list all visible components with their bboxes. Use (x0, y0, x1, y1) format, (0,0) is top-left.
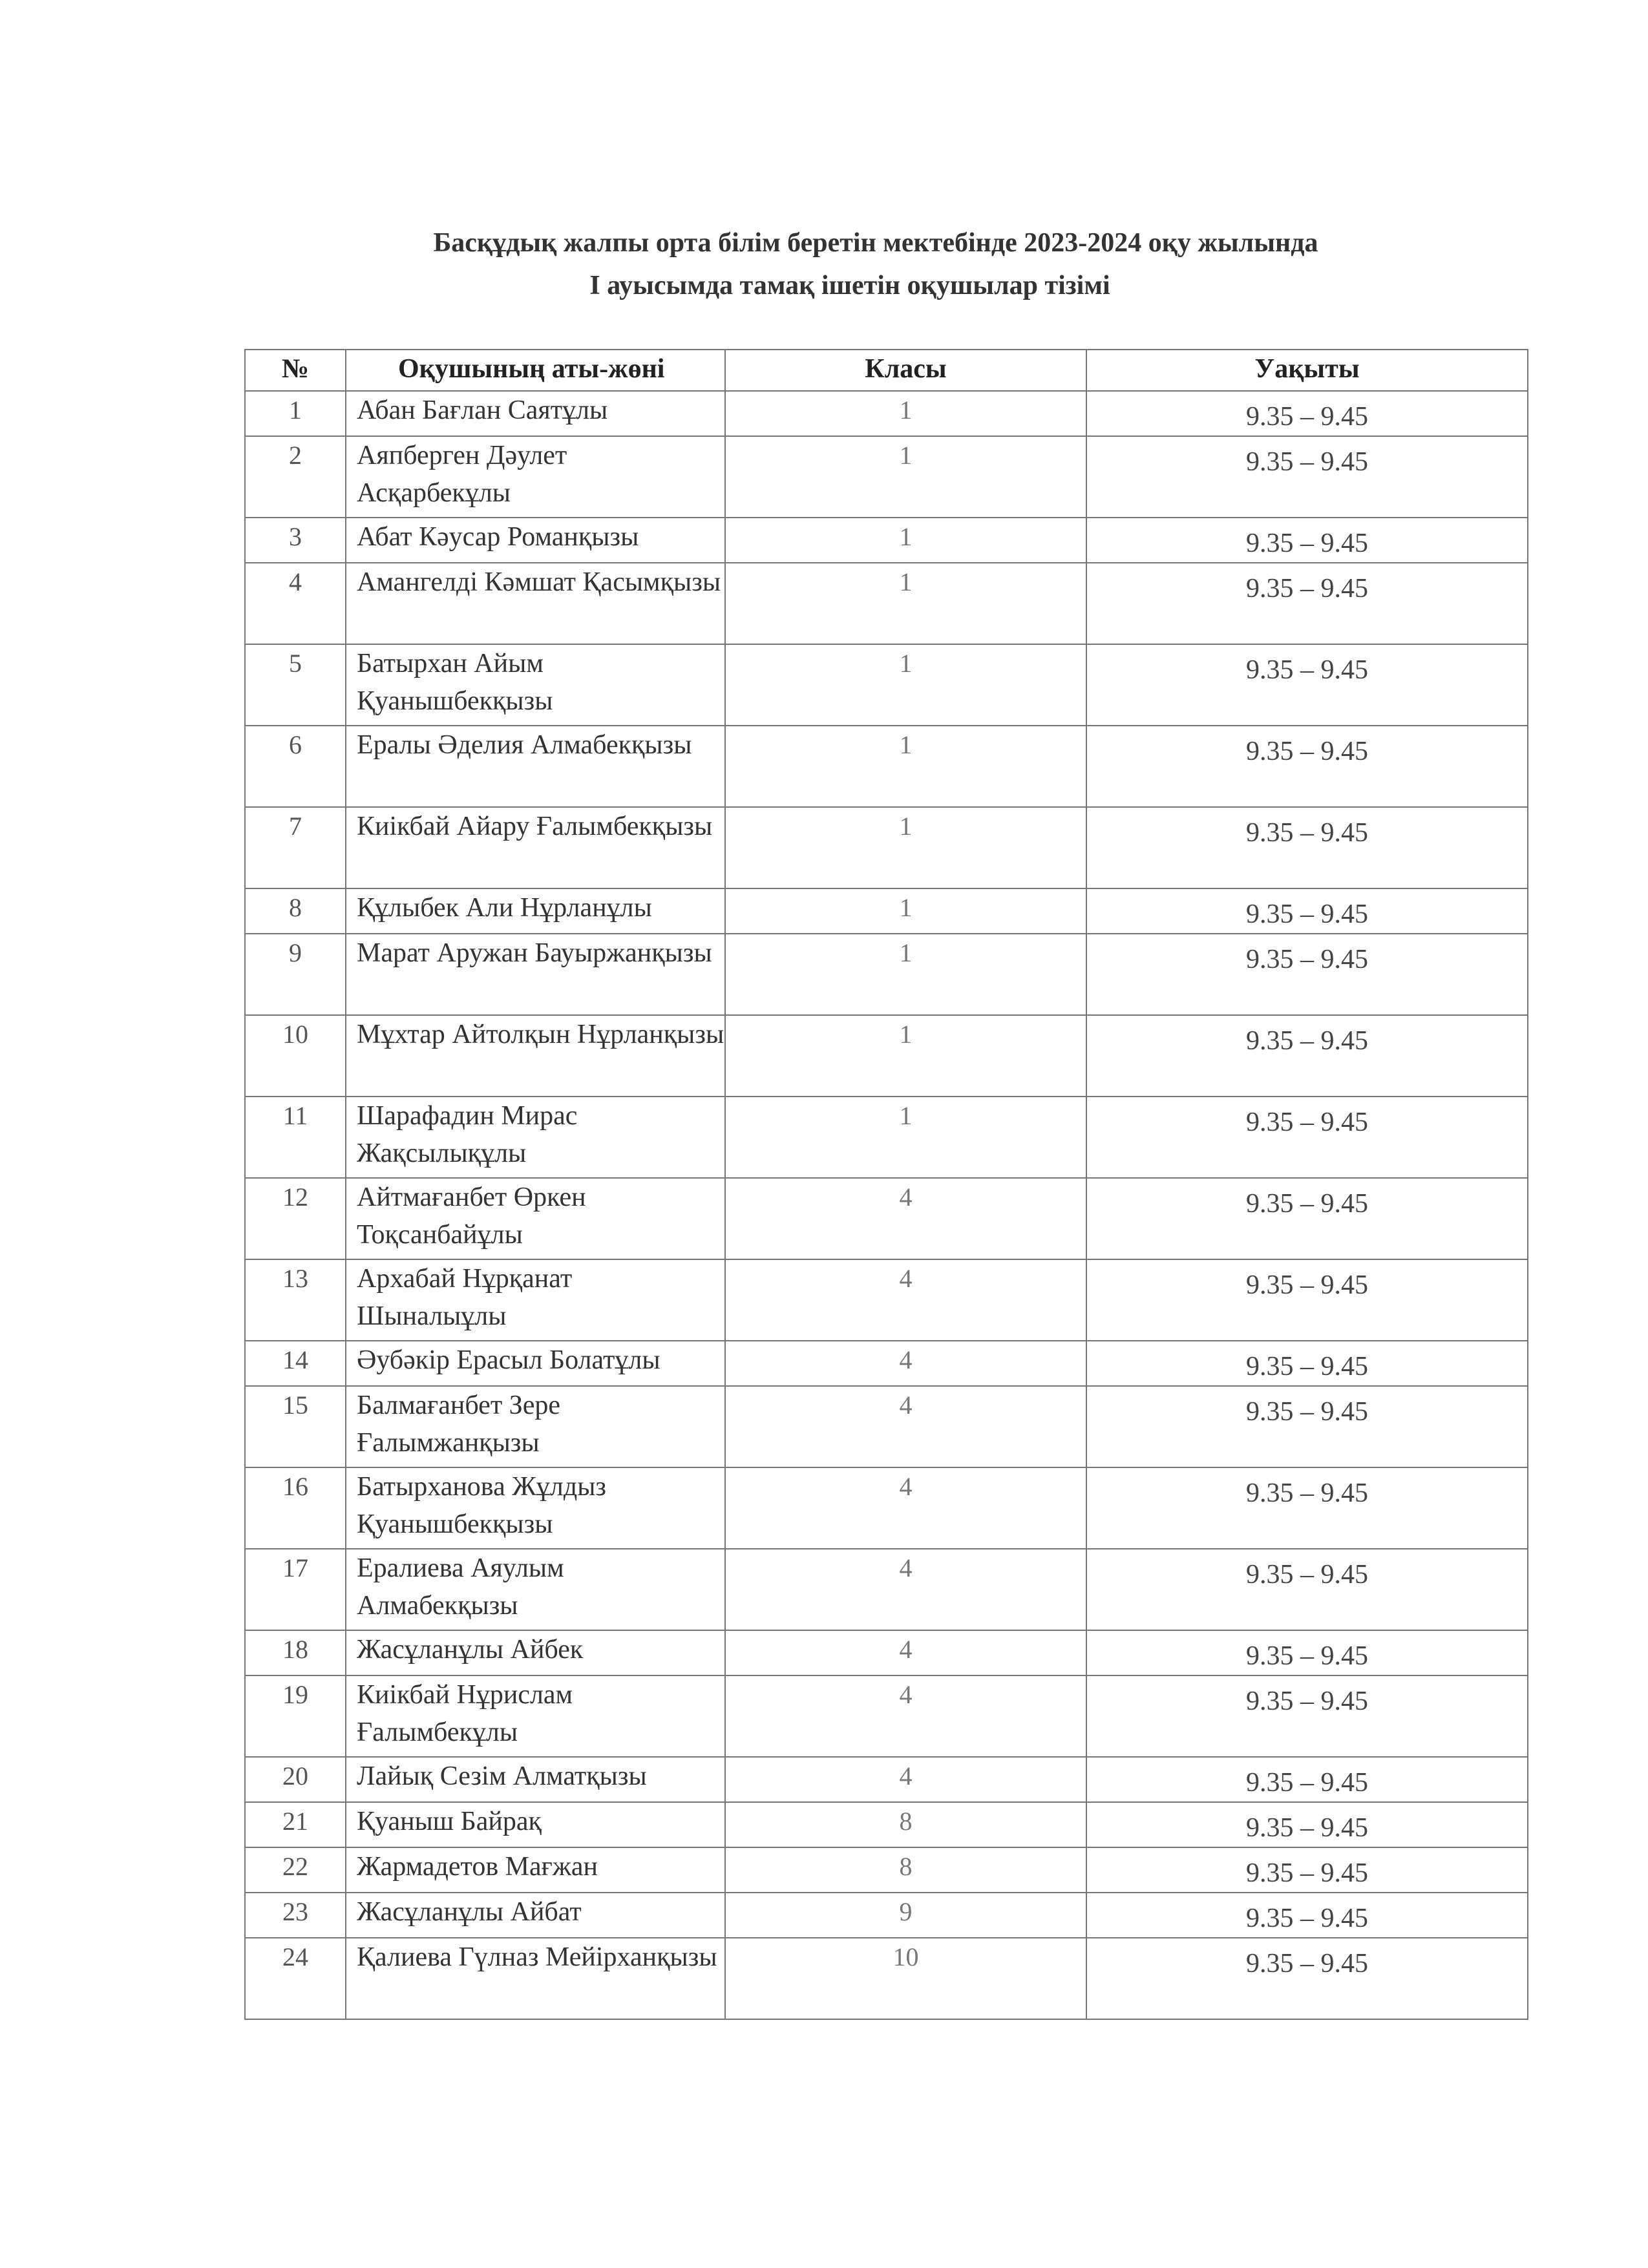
student-class: 4 (725, 1178, 1086, 1259)
student-name: Айтмағанбет Өркен Тоқсанбайұлы (346, 1178, 725, 1259)
table-row (245, 644, 1528, 726)
document-title-line-1: Басқұдық жалпы орта білім беретін мектебінде 2023-2024 оқу жылында (433, 228, 1318, 258)
meal-time: 9.35 – 9.45 (1086, 1097, 1528, 1178)
table-header-row (245, 350, 1528, 391)
row-number: 19 (245, 1675, 346, 1757)
row-number: 17 (245, 1549, 346, 1630)
student-class: 1 (725, 1097, 1086, 1178)
meal-time: 9.35 – 9.45 (1086, 1386, 1528, 1467)
meal-time: 9.35 – 9.45 (1086, 518, 1528, 563)
row-number: 2 (245, 436, 346, 518)
header-student-name: Оқушының аты-жөні (346, 350, 725, 391)
row-number: 7 (245, 807, 346, 888)
row-number: 10 (245, 1015, 346, 1097)
meal-time: 9.35 – 9.45 (1086, 807, 1528, 888)
student-class: 8 (725, 1847, 1086, 1893)
row-number: 9 (245, 934, 346, 1015)
table-row (245, 1341, 1528, 1386)
row-number: 3 (245, 518, 346, 563)
header-time: Уақыты (1086, 350, 1528, 391)
student-class: 1 (725, 563, 1086, 644)
meal-time: 9.35 – 9.45 (1086, 391, 1528, 436)
student-class: 10 (725, 1938, 1086, 2019)
meal-time: 9.35 – 9.45 (1086, 1757, 1528, 1802)
meal-time: 9.35 – 9.45 (1086, 1015, 1528, 1097)
meal-time: 9.35 – 9.45 (1086, 726, 1528, 807)
row-number: 24 (245, 1938, 346, 2019)
meal-time: 9.35 – 9.45 (1086, 1802, 1528, 1847)
student-class: 1 (725, 807, 1086, 888)
row-number: 4 (245, 563, 346, 644)
student-class: 4 (725, 1259, 1086, 1341)
student-class: 1 (725, 436, 1086, 518)
student-name: Архабай Нұрқанат Шыналыұлы (346, 1259, 725, 1341)
table-row (245, 1757, 1528, 1802)
row-number: 23 (245, 1893, 346, 1938)
student-class: 4 (725, 1386, 1086, 1467)
table-row (245, 1097, 1528, 1178)
student-class: 1 (725, 644, 1086, 726)
row-number: 12 (245, 1178, 346, 1259)
table-row (245, 1549, 1528, 1630)
row-number: 11 (245, 1097, 346, 1178)
row-number: 21 (245, 1802, 346, 1847)
row-number: 16 (245, 1467, 346, 1549)
meal-time: 9.35 – 9.45 (1086, 1893, 1528, 1938)
meal-time: 9.35 – 9.45 (1086, 934, 1528, 1015)
table-row (245, 1386, 1528, 1467)
row-number: 13 (245, 1259, 346, 1341)
student-class: 1 (725, 888, 1086, 934)
student-class: 1 (725, 934, 1086, 1015)
row-number: 8 (245, 888, 346, 934)
meal-time: 9.35 – 9.45 (1086, 1178, 1528, 1259)
row-number: 5 (245, 644, 346, 726)
meal-time: 9.35 – 9.45 (1086, 563, 1528, 644)
student-name: Лайық Сезім Алматқызы (346, 1757, 725, 1802)
student-class: 1 (725, 1015, 1086, 1097)
student-class: 4 (725, 1630, 1086, 1675)
row-number: 6 (245, 726, 346, 807)
row-number: 18 (245, 1630, 346, 1675)
table-row (245, 391, 1528, 436)
row-number: 14 (245, 1341, 346, 1386)
students-table (244, 349, 1528, 2020)
student-name: Қалиева Гүлназ Мейірханқызы (346, 1938, 725, 2019)
student-name: Қуаныш Байрақ (346, 1802, 725, 1847)
meal-time: 9.35 – 9.45 (1086, 1259, 1528, 1341)
meal-time: 9.35 – 9.45 (1086, 644, 1528, 726)
student-class: 8 (725, 1802, 1086, 1847)
meal-time: 9.35 – 9.45 (1086, 1938, 1528, 2019)
table-row (245, 1467, 1528, 1549)
table-row (245, 1893, 1528, 1938)
student-class: 4 (725, 1341, 1086, 1386)
meal-time: 9.35 – 9.45 (1086, 1630, 1528, 1675)
student-name: Жармадетов Мағжан (346, 1847, 725, 1893)
student-name: Абат Кәусар Романқызы (346, 518, 725, 563)
table-row (245, 807, 1528, 888)
meal-time: 9.35 – 9.45 (1086, 1549, 1528, 1630)
row-number: 15 (245, 1386, 346, 1467)
meal-time: 9.35 – 9.45 (1086, 1341, 1528, 1386)
student-name: Киікбай Айару Ғалымбекқызы (346, 807, 725, 888)
student-name: Амангелді Кәмшат Қасымқызы (346, 563, 725, 644)
table-row (245, 1630, 1528, 1675)
row-number: 20 (245, 1757, 346, 1802)
student-name: Жасұланұлы Айбат (346, 1893, 725, 1938)
student-name: Абан Бағлан Саятұлы (346, 391, 725, 436)
row-number: 22 (245, 1847, 346, 1893)
table-row (245, 934, 1528, 1015)
table-row (245, 1178, 1528, 1259)
student-class: 1 (725, 726, 1086, 807)
student-class: 1 (725, 391, 1086, 436)
student-name: Жасұланұлы Айбек (346, 1630, 725, 1675)
header-number: № (245, 350, 346, 391)
meal-time: 9.35 – 9.45 (1086, 888, 1528, 934)
student-name: Марат Аружан Бауыржанқызы (346, 934, 725, 1015)
student-name: Әубәкір Ерасыл Болатұлы (346, 1341, 725, 1386)
student-name: Киікбай Нұрислам Ғалымбекұлы (346, 1675, 725, 1757)
student-class: 4 (725, 1675, 1086, 1757)
table-row (245, 726, 1528, 807)
header-class: Класы (725, 350, 1086, 391)
meal-time: 9.35 – 9.45 (1086, 436, 1528, 518)
student-name: Шарафадин Мирас Жақсылықұлы (346, 1097, 725, 1178)
table-row (245, 1675, 1528, 1757)
student-class: 9 (725, 1893, 1086, 1938)
meal-time: 9.35 – 9.45 (1086, 1467, 1528, 1549)
table-row (245, 1847, 1528, 1893)
table-row (245, 888, 1528, 934)
table-row (245, 563, 1528, 644)
meal-time: 9.35 – 9.45 (1086, 1847, 1528, 1893)
student-class: 4 (725, 1757, 1086, 1802)
student-class: 1 (725, 518, 1086, 563)
student-name: Құлыбек Али Нұрланұлы (346, 888, 725, 934)
student-class: 4 (725, 1549, 1086, 1630)
meal-time: 9.35 – 9.45 (1086, 1675, 1528, 1757)
table-row (245, 1938, 1528, 2019)
student-name: Батырхан Айым Қуанышбекқызы (346, 644, 725, 726)
table-row (245, 1015, 1528, 1097)
row-number: 1 (245, 391, 346, 436)
table-row (245, 436, 1528, 518)
student-name: Батырханова Жұлдыз Қуанышбекқызы (346, 1467, 725, 1549)
document-title-line-2: I ауысымда тамақ ішетін оқушылар тізімі (589, 271, 1110, 300)
table-row (245, 1802, 1528, 1847)
table-row (245, 518, 1528, 563)
student-name: Аяпберген Дәулет Асқарбекұлы (346, 436, 725, 518)
student-name: Ералы Әделия Алмабекқызы (346, 726, 725, 807)
student-name: Мұхтар Айтолқын Нұрланқызы (346, 1015, 725, 1097)
student-name: Балмағанбет Зере Ғалымжанқызы (346, 1386, 725, 1467)
student-name: Ералиева Аяулым Алмабекқызы (346, 1549, 725, 1630)
student-class: 4 (725, 1467, 1086, 1549)
table-row (245, 1259, 1528, 1341)
